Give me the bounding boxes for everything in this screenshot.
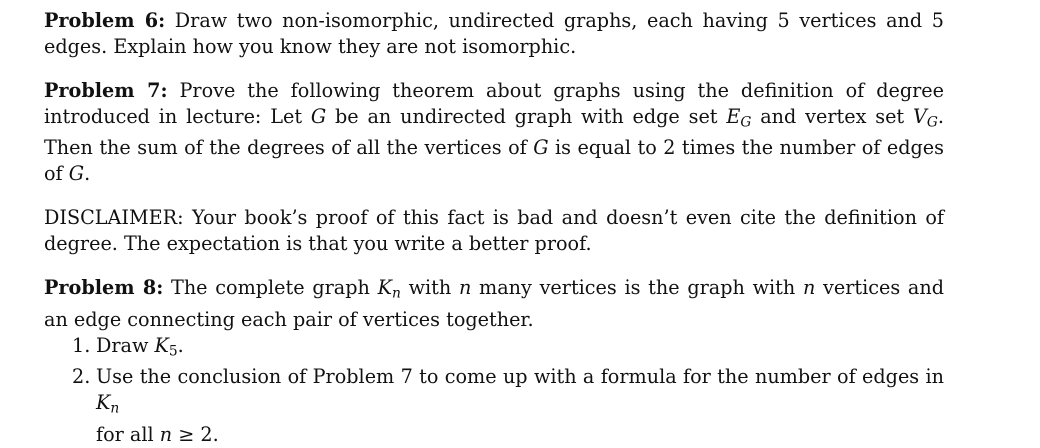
item-text-2: for all [96,422,160,446]
disclaimer [44,205,944,257]
problem-7-text-6: . [84,162,91,186]
problem-6-text: Draw two non-isomorphic, undirected graphs, each having 5 vertices and 5 edges. Explain how you know they are not isomorphic. [44,9,944,58]
math-E-subscript: G [740,114,752,131]
math-V-subscript: G [926,114,938,131]
math-K-subscript: n [110,400,120,417]
problem-8-parts [44,333,944,448]
math-K: K [154,333,169,357]
item-text-2: . [177,333,184,357]
math-K: K [377,276,392,300]
math-relation: ≥ 2. [172,422,219,446]
math-K: K [96,391,111,415]
math-G: G [68,162,85,186]
problem-6-title: Problem 6: [44,9,166,32]
item-number: 1. [72,333,91,357]
homework-page [44,8,944,448]
disclaimer-text: DISCLAIMER: Your book’s proof of this fact is bad and doesn’t even cite the definition of degree. The expectation is that you write a better proof. [44,206,944,256]
math-n: n [802,276,816,300]
problem-8-text-4: vertices and an edge connecting each pair of vertices together. [44,276,944,331]
problem-8-text-1: The complete graph [171,276,378,300]
problem-7-title: Problem 7: [44,79,168,102]
problem-8-statement [44,275,944,332]
item-text-1: Draw [96,333,155,357]
item-number: 2. [72,365,91,389]
problem-8-title: Problem 8: [44,276,164,300]
math-n: n [159,422,173,446]
problem-6 [44,8,944,60]
math-E: E [726,105,741,128]
math-K-subscript: n [391,285,401,302]
item-text-1: Use the conclusion of Problem 7 to come up with a formula for the number of edges in [96,365,944,389]
math-V: V [912,105,927,128]
problem-8-text-2: with [400,276,459,300]
problem-7-text-5: is equal to 2 times the number of edges of [44,136,944,186]
math-G: G [533,136,549,160]
math-n: n [458,276,472,300]
problem-7-text-2: be an undirected graph with edge set [326,105,727,128]
problem-7-text-3: and vertex set [751,105,913,128]
problem-8-text-3: many vertices is the graph with [471,276,803,300]
problem-7 [44,78,944,187]
problem-8 [44,275,944,447]
math-G: G [310,105,327,128]
list-item [72,364,944,447]
problem-7-text-1: Prove the following theorem about graphs using the definition of degree introduced in lecture: Let [44,79,944,128]
math-K-subscript: 5 [168,343,178,360]
list-item [72,333,944,364]
problem-7-text-4: . Then the sum of the degrees of all the vertices of [44,105,944,160]
